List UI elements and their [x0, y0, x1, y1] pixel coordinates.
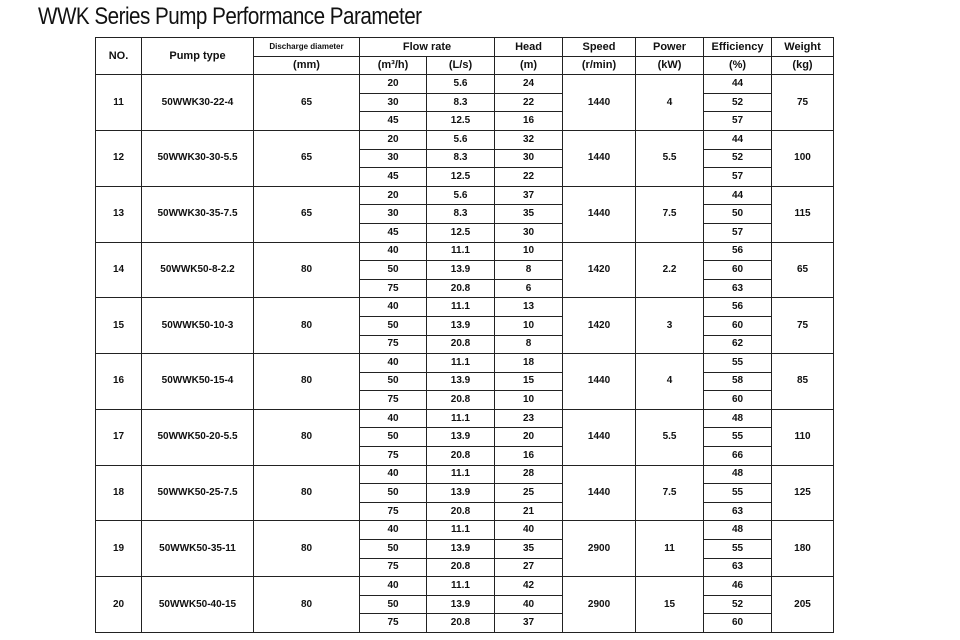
- cell-flow-ls: 11.1: [427, 242, 495, 261]
- cell-flow-ls: 13.9: [427, 484, 495, 503]
- cell-power: 4: [636, 75, 704, 131]
- cell-weight: 75: [772, 298, 834, 354]
- cell-flow-m3h: 40: [360, 298, 427, 317]
- cell-pump-type: 50WWK50-40-15: [142, 577, 254, 633]
- table-row: [96, 409, 834, 428]
- cell-flow-m3h: 50: [360, 316, 427, 335]
- cell-flow-ls: 20.8: [427, 279, 495, 298]
- cell-efficiency: 48: [704, 409, 772, 428]
- cell-speed: 1440: [563, 409, 636, 465]
- header-head-unit: (m): [495, 56, 563, 75]
- cell-flow-ls: 8.3: [427, 93, 495, 112]
- cell-efficiency: 60: [704, 391, 772, 410]
- header-discharge: Discharge diameter: [254, 38, 360, 57]
- cell-no: 12: [96, 130, 142, 186]
- cell-head: 30: [495, 223, 563, 242]
- cell-efficiency: 63: [704, 558, 772, 577]
- cell-flow-ls: 20.8: [427, 558, 495, 577]
- header-flow-unit-ls: (L/s): [427, 56, 495, 75]
- cell-efficiency: 44: [704, 186, 772, 205]
- page-title: WWK Series Pump Performance Parameter: [38, 3, 422, 30]
- cell-flow-m3h: 40: [360, 354, 427, 373]
- cell-head: 27: [495, 558, 563, 577]
- cell-discharge-diameter: 80: [254, 465, 360, 521]
- cell-power: 7.5: [636, 465, 704, 521]
- cell-pump-type: 50WWK50-15-4: [142, 354, 254, 410]
- cell-head: 35: [495, 540, 563, 559]
- cell-flow-m3h: 20: [360, 130, 427, 149]
- cell-head: 23: [495, 409, 563, 428]
- table-row: [96, 186, 834, 205]
- cell-head: 16: [495, 447, 563, 466]
- cell-weight: 180: [772, 521, 834, 577]
- cell-efficiency: 52: [704, 149, 772, 168]
- header-weight-unit: (kg): [772, 56, 834, 75]
- cell-no: 15: [96, 298, 142, 354]
- cell-flow-m3h: 75: [360, 391, 427, 410]
- cell-efficiency: 57: [704, 223, 772, 242]
- cell-no: 11: [96, 75, 142, 131]
- cell-efficiency: 44: [704, 130, 772, 149]
- cell-flow-ls: 13.9: [427, 540, 495, 559]
- cell-flow-m3h: 50: [360, 595, 427, 614]
- cell-flow-ls: 5.6: [427, 130, 495, 149]
- cell-flow-m3h: 50: [360, 372, 427, 391]
- cell-flow-m3h: 40: [360, 465, 427, 484]
- cell-efficiency: 63: [704, 279, 772, 298]
- table-row: [96, 298, 834, 317]
- cell-speed: 1440: [563, 465, 636, 521]
- cell-flow-ls: 13.9: [427, 316, 495, 335]
- cell-head: 40: [495, 521, 563, 540]
- cell-no: 20: [96, 577, 142, 633]
- cell-flow-ls: 20.8: [427, 614, 495, 633]
- cell-flow-m3h: 75: [360, 558, 427, 577]
- header-no: NO.: [96, 38, 142, 75]
- table-row: [96, 75, 834, 94]
- cell-weight: 65: [772, 242, 834, 298]
- cell-head: 37: [495, 186, 563, 205]
- cell-head: 22: [495, 93, 563, 112]
- cell-flow-ls: 5.6: [427, 186, 495, 205]
- cell-speed: 1440: [563, 130, 636, 186]
- cell-head: 10: [495, 242, 563, 261]
- header-flow-unit-m3: (m³/h): [360, 56, 427, 75]
- cell-flow-ls: 11.1: [427, 521, 495, 540]
- cell-head: 8: [495, 335, 563, 354]
- cell-weight: 100: [772, 130, 834, 186]
- cell-efficiency: 66: [704, 447, 772, 466]
- table-header: [96, 38, 834, 75]
- cell-speed: 1420: [563, 242, 636, 298]
- cell-discharge-diameter: 80: [254, 354, 360, 410]
- cell-head: 35: [495, 205, 563, 224]
- cell-discharge-diameter: 80: [254, 242, 360, 298]
- cell-pump-type: 50WWK30-35-7.5: [142, 186, 254, 242]
- header-head: Head: [495, 38, 563, 57]
- cell-efficiency: 60: [704, 261, 772, 280]
- cell-head: 24: [495, 75, 563, 94]
- cell-head: 15: [495, 372, 563, 391]
- cell-flow-ls: 11.1: [427, 465, 495, 484]
- cell-flow-m3h: 75: [360, 502, 427, 521]
- cell-weight: 85: [772, 354, 834, 410]
- cell-flow-ls: 13.9: [427, 261, 495, 280]
- cell-discharge-diameter: 65: [254, 75, 360, 131]
- cell-speed: 1440: [563, 354, 636, 410]
- cell-efficiency: 48: [704, 521, 772, 540]
- cell-flow-m3h: 45: [360, 168, 427, 187]
- cell-head: 22: [495, 168, 563, 187]
- cell-flow-m3h: 40: [360, 521, 427, 540]
- cell-pump-type: 50WWK50-10-3: [142, 298, 254, 354]
- cell-flow-ls: 12.5: [427, 223, 495, 242]
- cell-flow-m3h: 40: [360, 242, 427, 261]
- cell-efficiency: 57: [704, 168, 772, 187]
- cell-flow-m3h: 75: [360, 614, 427, 633]
- cell-pump-type: 50WWK30-22-4: [142, 75, 254, 131]
- cell-efficiency: 63: [704, 502, 772, 521]
- cell-efficiency: 60: [704, 614, 772, 633]
- cell-flow-m3h: 50: [360, 484, 427, 503]
- cell-discharge-diameter: 65: [254, 186, 360, 242]
- cell-power: 5.5: [636, 130, 704, 186]
- cell-flow-ls: 11.1: [427, 298, 495, 317]
- cell-efficiency: 55: [704, 428, 772, 447]
- cell-efficiency: 56: [704, 298, 772, 317]
- cell-flow-ls: 13.9: [427, 428, 495, 447]
- cell-flow-ls: 12.5: [427, 112, 495, 131]
- cell-speed: 2900: [563, 521, 636, 577]
- header-power: Power: [636, 38, 704, 57]
- cell-head: 10: [495, 391, 563, 410]
- cell-flow-m3h: 50: [360, 261, 427, 280]
- cell-flow-ls: 11.1: [427, 409, 495, 428]
- cell-flow-m3h: 75: [360, 335, 427, 354]
- cell-discharge-diameter: 80: [254, 577, 360, 633]
- cell-speed: 1440: [563, 75, 636, 131]
- cell-efficiency: 55: [704, 354, 772, 373]
- cell-power: 5.5: [636, 409, 704, 465]
- cell-pump-type: 50WWK50-25-7.5: [142, 465, 254, 521]
- table-row: [96, 577, 834, 596]
- cell-power: 7.5: [636, 186, 704, 242]
- cell-discharge-diameter: 80: [254, 298, 360, 354]
- table-row: [96, 465, 834, 484]
- cell-flow-m3h: 30: [360, 149, 427, 168]
- cell-efficiency: 52: [704, 93, 772, 112]
- cell-no: 19: [96, 521, 142, 577]
- cell-no: 17: [96, 409, 142, 465]
- header-efficiency-unit: (%): [704, 56, 772, 75]
- cell-weight: 110: [772, 409, 834, 465]
- cell-head: 18: [495, 354, 563, 373]
- cell-flow-ls: 11.1: [427, 354, 495, 373]
- header-speed: Speed: [563, 38, 636, 57]
- cell-pump-type: 50WWK50-20-5.5: [142, 409, 254, 465]
- cell-flow-m3h: 45: [360, 112, 427, 131]
- cell-head: 25: [495, 484, 563, 503]
- cell-efficiency: 62: [704, 335, 772, 354]
- cell-flow-ls: 20.8: [427, 502, 495, 521]
- cell-flow-ls: 12.5: [427, 168, 495, 187]
- cell-discharge-diameter: 80: [254, 409, 360, 465]
- cell-flow-m3h: 20: [360, 75, 427, 94]
- cell-flow-m3h: 75: [360, 279, 427, 298]
- cell-head: 42: [495, 577, 563, 596]
- cell-flow-ls: 8.3: [427, 149, 495, 168]
- cell-pump-type: 50WWK50-35-11: [142, 521, 254, 577]
- table-row: [96, 242, 834, 261]
- cell-head: 10: [495, 316, 563, 335]
- cell-flow-m3h: 20: [360, 186, 427, 205]
- cell-no: 13: [96, 186, 142, 242]
- table-row: [96, 521, 834, 540]
- cell-efficiency: 56: [704, 242, 772, 261]
- cell-weight: 205: [772, 577, 834, 633]
- cell-efficiency: 50: [704, 205, 772, 224]
- cell-flow-ls: 13.9: [427, 595, 495, 614]
- cell-flow-m3h: 50: [360, 540, 427, 559]
- cell-head: 13: [495, 298, 563, 317]
- performance-table: [95, 37, 834, 633]
- header-efficiency: Efficiency: [704, 38, 772, 57]
- header-weight: Weight: [772, 38, 834, 57]
- cell-flow-ls: 20.8: [427, 335, 495, 354]
- cell-weight: 75: [772, 75, 834, 131]
- cell-head: 8: [495, 261, 563, 280]
- cell-flow-ls: 11.1: [427, 577, 495, 596]
- cell-flow-ls: 13.9: [427, 372, 495, 391]
- table-row: [96, 354, 834, 373]
- cell-power: 11: [636, 521, 704, 577]
- cell-power: 15: [636, 577, 704, 633]
- cell-head: 21: [495, 502, 563, 521]
- cell-flow-m3h: 40: [360, 409, 427, 428]
- cell-head: 30: [495, 149, 563, 168]
- cell-no: 16: [96, 354, 142, 410]
- cell-efficiency: 52: [704, 595, 772, 614]
- header-discharge-unit: (mm): [254, 56, 360, 75]
- cell-flow-ls: 5.6: [427, 75, 495, 94]
- table-row: [96, 130, 834, 149]
- cell-flow-ls: 20.8: [427, 447, 495, 466]
- table-body: [96, 75, 834, 633]
- cell-efficiency: 55: [704, 540, 772, 559]
- cell-efficiency: 55: [704, 484, 772, 503]
- cell-flow-m3h: 30: [360, 205, 427, 224]
- cell-head: 16: [495, 112, 563, 131]
- cell-weight: 115: [772, 186, 834, 242]
- header-flow-rate: Flow rate: [360, 38, 495, 57]
- cell-no: 14: [96, 242, 142, 298]
- header-power-unit: (kW): [636, 56, 704, 75]
- cell-weight: 125: [772, 465, 834, 521]
- cell-head: 37: [495, 614, 563, 633]
- cell-efficiency: 60: [704, 316, 772, 335]
- cell-power: 4: [636, 354, 704, 410]
- cell-flow-m3h: 45: [360, 223, 427, 242]
- cell-efficiency: 46: [704, 577, 772, 596]
- cell-speed: 2900: [563, 577, 636, 633]
- cell-efficiency: 57: [704, 112, 772, 131]
- cell-head: 6: [495, 279, 563, 298]
- cell-head: 32: [495, 130, 563, 149]
- cell-power: 3: [636, 298, 704, 354]
- cell-flow-m3h: 50: [360, 428, 427, 447]
- cell-pump-type: 50WWK30-30-5.5: [142, 130, 254, 186]
- cell-discharge-diameter: 65: [254, 130, 360, 186]
- header-speed-unit: (r/min): [563, 56, 636, 75]
- cell-no: 18: [96, 465, 142, 521]
- cell-flow-m3h: 75: [360, 447, 427, 466]
- cell-head: 20: [495, 428, 563, 447]
- cell-flow-m3h: 40: [360, 577, 427, 596]
- cell-speed: 1420: [563, 298, 636, 354]
- cell-flow-m3h: 30: [360, 93, 427, 112]
- cell-power: 2.2: [636, 242, 704, 298]
- cell-discharge-diameter: 80: [254, 521, 360, 577]
- cell-head: 40: [495, 595, 563, 614]
- cell-efficiency: 48: [704, 465, 772, 484]
- cell-efficiency: 58: [704, 372, 772, 391]
- cell-speed: 1440: [563, 186, 636, 242]
- cell-efficiency: 44: [704, 75, 772, 94]
- header-pump-type: Pump type: [142, 38, 254, 75]
- cell-head: 28: [495, 465, 563, 484]
- cell-flow-ls: 20.8: [427, 391, 495, 410]
- cell-pump-type: 50WWK50-8-2.2: [142, 242, 254, 298]
- cell-flow-ls: 8.3: [427, 205, 495, 224]
